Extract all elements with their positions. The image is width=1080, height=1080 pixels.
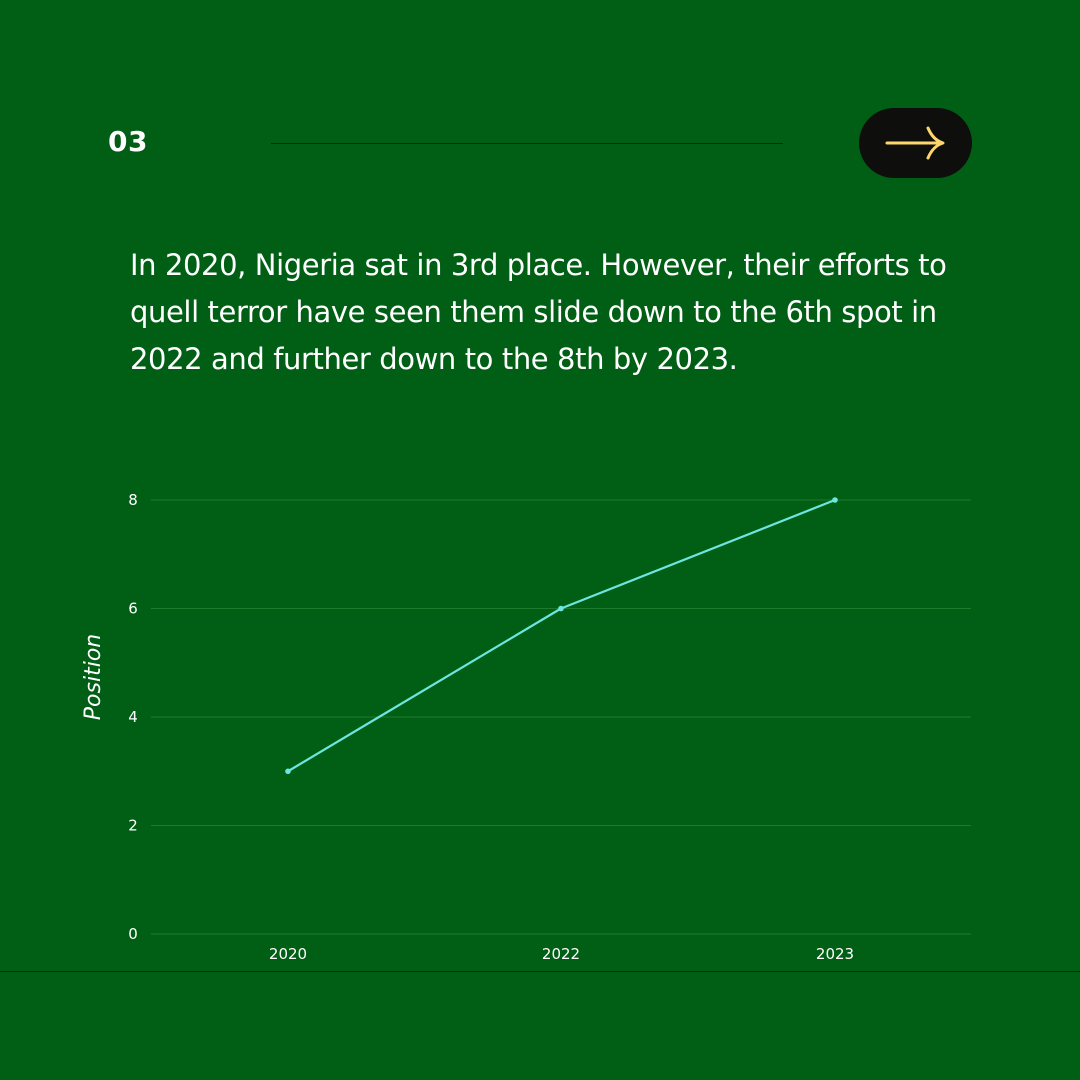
y-axis-label: Position <box>81 633 106 721</box>
series-line <box>288 500 835 771</box>
x-tick-label: 2022 <box>541 945 581 963</box>
footer-divider <box>0 971 1080 972</box>
description-text: In 2020, Nigeria sat in 3rd place. However, their efforts to quell terror have seen them slide down to the 6th spot in 2022 and further down to the 8th by 2023. <box>130 248 947 376</box>
header-divider <box>271 143 783 144</box>
x-tick-label: 2020 <box>268 945 308 963</box>
y-tick-label: 2 <box>128 816 138 835</box>
position-line-chart <box>0 460 1080 980</box>
next-button[interactable] <box>859 108 972 178</box>
data-point <box>558 606 564 612</box>
arrow-right-icon <box>885 125 947 161</box>
page-number: 03 <box>108 125 148 158</box>
y-tick-label: 0 <box>128 925 138 943</box>
x-tick-label: 2023 <box>815 945 855 963</box>
y-tick-label: 8 <box>128 491 138 509</box>
y-tick-label: 6 <box>128 599 138 618</box>
y-tick-label: 4 <box>128 708 138 726</box>
data-point <box>832 497 838 503</box>
data-point <box>285 768 291 774</box>
